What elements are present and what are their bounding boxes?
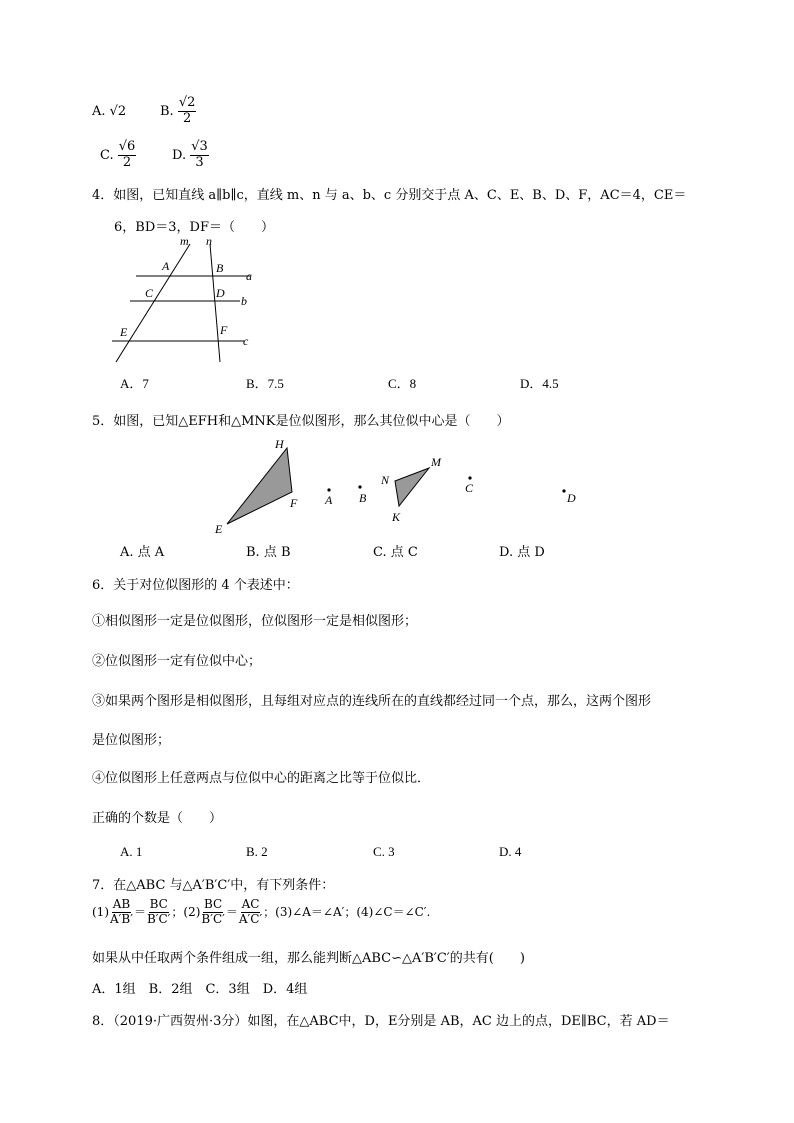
q4-text-line1: 4．如图，已知直线 a∥b∥c，直线 m、n 与 a、b、c 分别交于点 A、C、E、B、D、F，AC＝4，CE＝ [92,188,687,203]
q5-text: 5．如图，已知△EFH和△MNK是位似图形，那么其位似中心是（ ） [92,414,510,429]
q4-option-b: B．7.5 [246,376,284,391]
q7-question: 如果从中任取两个条件组成一组，那么能判断△ABC∽△A′B′C′的共有( ) [92,951,525,966]
point-B [358,485,361,488]
q5-figure [210,434,590,540]
point-A [327,488,330,491]
label-A: A [162,259,170,273]
q7-intro: 7．在△ABC 与△A′B′C′中，有下列条件： [92,878,335,893]
label-H: H [275,437,284,451]
q6-statement-3a: ③如果两个图形是相似图形，且每组对应点的连线所在的直线都经过同一个点，那么，这两个图形 [92,694,652,709]
label-B: B [216,261,224,275]
label-a: a [246,269,252,283]
label-F5: F [290,496,298,510]
label-C: C [145,286,154,300]
q4-text-line2: 6，BD＝3，DF＝（ ） [114,220,274,235]
q6-intro: 6．关于对位似图形的 4 个表述中： [92,578,299,593]
point-D [562,489,565,492]
label-K: K [392,510,401,524]
label-m: m [180,234,189,248]
q5-option-b: B. 点 B [246,545,291,560]
label-M: M [431,455,441,469]
q3-option-d: D. $\frac{√3}{3}$ [172,139,208,170]
q6-option-d: D. 4 [499,844,522,859]
q3-option-b: B. $\frac{√2}{2}$ [160,95,196,126]
q3-option-c: C. $\frac{√6}{2}$ [100,139,136,170]
label-F: F [220,323,228,337]
q6-statement-3b: 是位似图形； [92,733,171,748]
q5-option-c: C. 点 C [373,545,418,560]
q5-option-d: D. 点 D [499,545,545,560]
triangle-MNK [395,468,429,506]
triangle-EFH [227,448,292,524]
q6-option-a: A. 1 [120,844,143,859]
label-n: n [206,234,212,248]
point-C [468,476,471,479]
q4-option-a: A．7 [120,376,149,391]
line-m [116,244,190,362]
label-b: b [241,294,247,308]
q6-option-c: C. 3 [373,844,395,859]
q6-question: 正确的个数是（ ） [92,811,223,826]
label-A5: A [325,493,333,507]
q7-options: A．1组 B．2组 C．3组 D．4组 [92,982,308,997]
label-N: N [381,473,390,487]
q4-option-d: D．4.5 [520,376,559,391]
label-c: c [243,334,249,348]
label-E5: E [215,522,223,536]
label-D: D [216,286,225,300]
q5-option-a: A. 点 A [120,545,165,560]
q7-conditions: (1) $\frac{AB}{A'B'}$ ＝ $\frac{BC}{B'C'}$ ；(2) $\frac{BC}{B'C'}$ ＝ $\frac{AC}{A'C'}$ ；(3)∠A＝∠A′；(4)∠C＝∠C′. [92,897,431,926]
q4-option-c: C．8 [388,376,417,391]
label-C5: C [465,481,474,495]
q6-statement-4: ④位似图形上任意两点与位似中心的距离之比等于位似比． [92,771,431,786]
q4-figure [100,232,270,372]
label-E: E [120,325,128,339]
q8-text-line1: 8．（2019·广西贺州·3分）如图，在△ABC中，D，E分别是 AB，AC 边上的点，DE∥BC，若 AD＝ [92,1014,670,1029]
label-D5: D [567,491,576,505]
q3-option-a: A. √2 [92,104,127,119]
q6-option-b: B. 2 [246,844,268,859]
label-B5: B [359,491,367,505]
q6-statement-1: ①相似图形一定是位似图形，位似图形一定是相似图形； [92,614,418,629]
q6-statement-2: ②位似图形一定有位似中心； [92,654,262,669]
